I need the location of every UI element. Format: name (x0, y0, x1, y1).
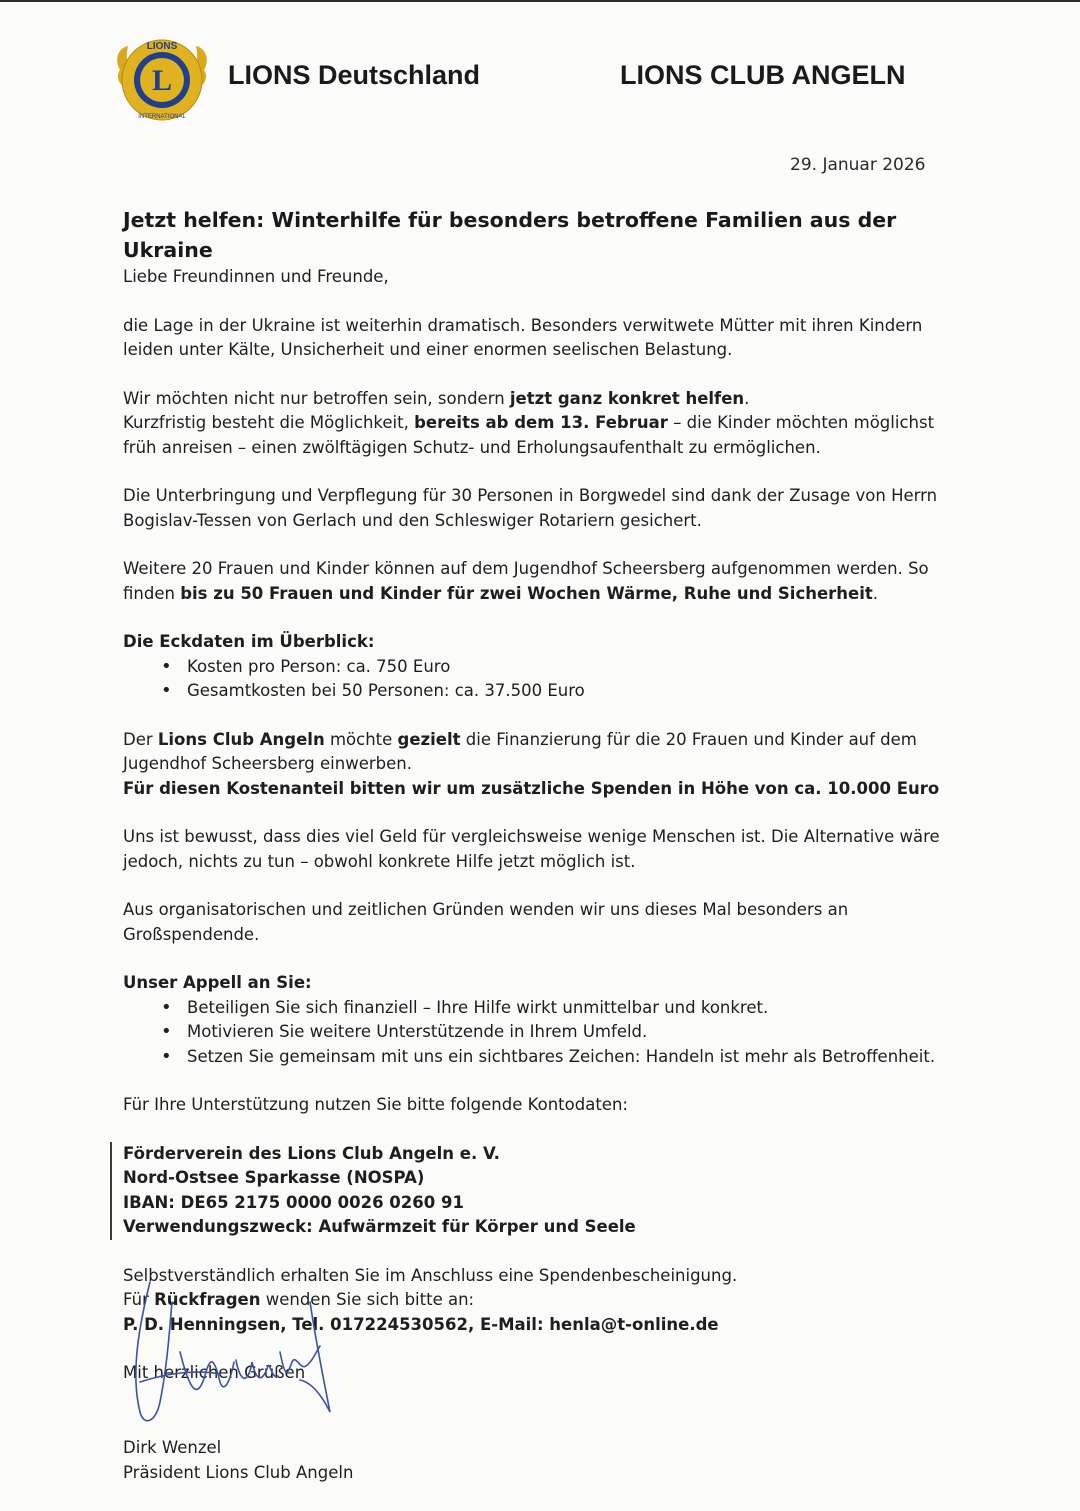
text: wenden Sie sich bitte an: (260, 1290, 475, 1309)
list-item: • Motivieren Sie weitere Unterstützende in Ihrem Umfeld. (161, 1020, 943, 1045)
letter-date: 29. Januar 2026 (790, 155, 926, 175)
text: Wir möchten nicht nur betroffen sein, sondern (123, 388, 510, 408)
appeal-heading: Unser Appell an Sie: (123, 973, 312, 992)
letter-title: Jetzt helfen: Winterhilfe für besonders betroffene Familien aus der Ukraine (123, 208, 897, 262)
text: . (872, 583, 879, 603)
text: . (744, 388, 750, 408)
text: die Finanzierung für die 20 Frauen und Kinder auf dem Jugendhof Scheersberg einwerben. (123, 729, 917, 773)
signer-name: Dirk Wenzel (123, 1438, 222, 1457)
list-item: • Beteiligen Sie sich finanziell – Ihre Hilfe wirkt unmittelbar und konkret. (161, 996, 943, 1021)
salutation: Liebe Freundinnen und Freunde, (123, 267, 389, 286)
logo-text-bottom: INTERNATIONAL (138, 114, 186, 120)
lions-logo (112, 30, 212, 130)
contact-line: P. D. Henningsen, Tel. 017224530562, E-Mail: henla@t-online.de (123, 1314, 719, 1334)
text: Für (123, 1290, 155, 1309)
logo-letter: L (151, 64, 173, 97)
text: Der (123, 729, 158, 749)
paragraph-dates (123, 411, 943, 460)
bank-name: Nord-Ostsee Sparkasse (NOSPA) (123, 1168, 425, 1187)
emphasis: jetzt ganz konkret helfen (509, 388, 745, 408)
list-item: • Setzen Sie gemeinsam mit uns ein sichtbares Zeichen: Handeln ist mehr als Betroffenheit. (161, 1045, 943, 1070)
text: Kurzfristig besteht die Möglichkeit, (123, 413, 415, 432)
emphasis: Rückfragen (154, 1290, 261, 1309)
signature (110, 1262, 350, 1462)
bank-account-holder: Förderverein des Lions Club Angeln e. V. (123, 1143, 500, 1163)
paragraph-account-intro: Für Ihre Unterstützung nutzen Sie bitte folgende Kontodaten: (123, 1095, 628, 1114)
paragraph-financing (123, 728, 943, 777)
bank-details (110, 1142, 943, 1240)
signer-block (123, 1436, 353, 1485)
closing: Mit herzlichen Grüßen (123, 1363, 306, 1382)
emphasis: Lions Club Angeln (157, 729, 325, 749)
paragraph-alternative: Uns ist bewusst, dass dies viel Geld für vergleichsweise wenige Menschen ist. Die Alternative wäre jedoch, nichts zu tun – obwohl konkrete Hilfe jetzt möglich ist. (123, 827, 940, 871)
paragraph-receipt: Selbstverständlich erhalten Sie im Anschluss eine Spendenbescheinigung. (123, 1265, 738, 1285)
bank-reference: Verwendungszweck: Aufwärmzeit für Körper und Seele (123, 1217, 636, 1236)
paragraph-major-donors: Aus organisatorischen und zeitlichen Gründen wenden wir uns dieses Mal besonders an Großspendende. (123, 900, 849, 944)
emphasis-date: bereits ab dem 13. Februar (414, 413, 668, 432)
donation-request: Für diesen Kostenanteil bitten wir um zusätzliche Spenden in Höhe von ca. 10.000 Euro (123, 778, 940, 798)
emphasis: gezielt (397, 729, 461, 749)
org-name-right: LIONS CLUB ANGELN (620, 60, 906, 90)
list-item: • Kosten pro Person: ca. 750 Euro (161, 655, 943, 680)
org-name-left: LIONS Deutschland (228, 60, 481, 90)
signer-title: Präsident Lions Club Angeln (123, 1462, 354, 1482)
paragraph-accommodation: Die Unterbringung und Verpflegung für 30 Personen in Borgwedel sind dank der Zusage von Herrn Bogislav-Tessen von Gerlach und den Schleswiger Rotariern gesichert. (123, 486, 938, 530)
list-item: • Gesamtkosten bei 50 Personen: ca. 37.500 Euro (161, 679, 943, 704)
facts-list (123, 655, 943, 704)
text: möchte (324, 729, 398, 749)
paragraph-scheersberg (123, 557, 943, 606)
paragraph-help (123, 387, 943, 412)
emphasis: bis zu 50 Frauen und Kinder für zwei Wochen Wärme, Ruhe und Sicherheit (180, 583, 873, 603)
text: – die Kinder möchten möglichst früh anreisen – einen zwölftägigen Schutz- und Erholungsaufenthalt zu ermöglichen. (123, 413, 935, 457)
facts-heading: Die Eckdaten im Überblick: (123, 632, 375, 651)
text: Weitere 20 Frauen und Kinder können auf dem Jugendhof Scheersberg aufgenommen werden. So finden (123, 559, 929, 603)
letter-body (123, 205, 943, 1386)
appeal-list (123, 996, 943, 1070)
bank-iban: IBAN: DE65 2175 0000 0026 0260 91 (123, 1192, 464, 1212)
logo-text-top: LIONS (146, 41, 178, 52)
paragraph-situation: die Lage in der Ukraine ist weiterhin dramatisch. Besonders verwitwete Mütter mit ihren Kindern leiden unter Kälte, Unsicherheit und einer enormen seelischen Belastung. (123, 315, 923, 359)
